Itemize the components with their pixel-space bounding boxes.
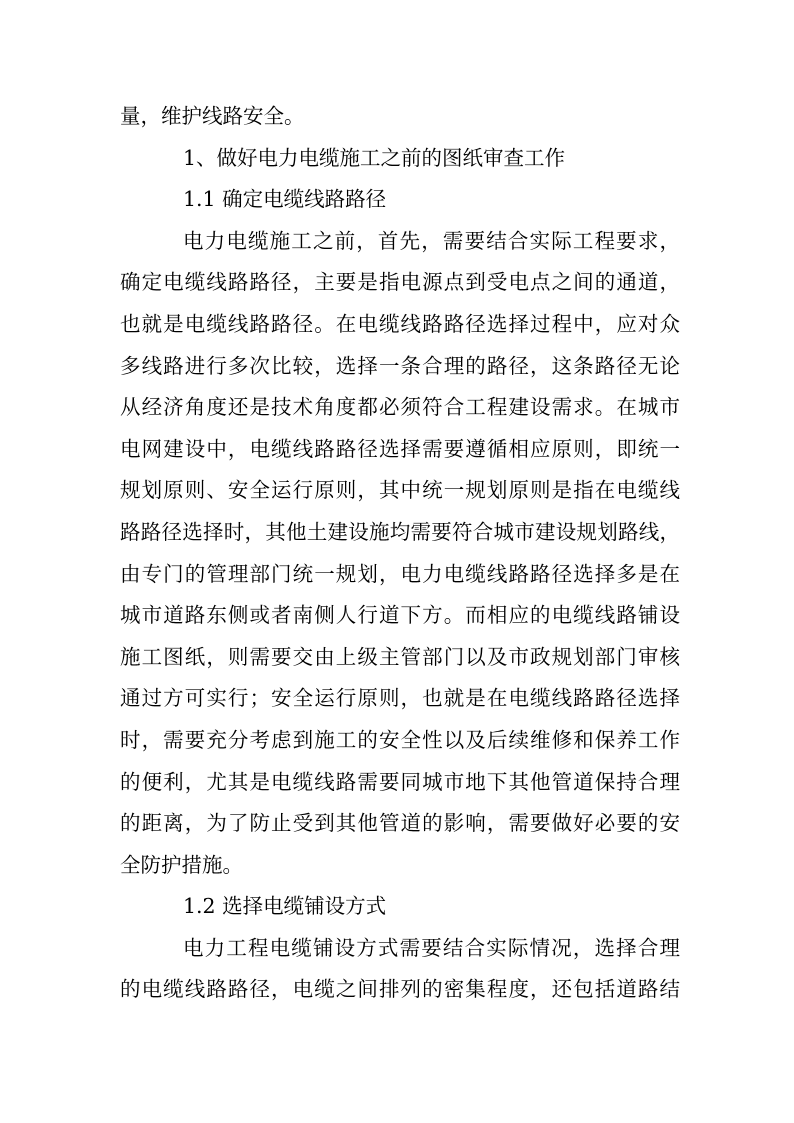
paragraph-line: 通过方可实行；安全运行原则，也就是在电缆线路路径选择 (120, 686, 680, 711)
subsection-heading: 1.2 选择电缆铺设方式 (183, 894, 387, 919)
paragraph-line: 量，维护线路安全。 (120, 104, 305, 128)
paragraph-first-line: 电力工程电缆铺设方式需要结合实际情况，选择合理 (183, 935, 680, 960)
paragraph-line: 城市道路东侧或者南侧人行道下方。而相应的电缆线路铺设 (120, 603, 680, 628)
section-heading: 1、做好电力电缆施工之前的图纸审查工作 (183, 145, 566, 170)
paragraph-line: 从经济角度还是技术角度都必须符合工程建设需求。在城市 (120, 395, 680, 420)
paragraph-line: 电网建设中，电缆线路路径选择需要遵循相应原则，即统一 (120, 436, 680, 461)
paragraph-line: 施工图纸，则需要交由上级主管部门以及市政规划部门审核 (120, 644, 680, 669)
subsection-heading: 1.1 确定电缆线路路径 (183, 187, 387, 212)
paragraph-line: 路路径选择时，其他土建设施均需要符合城市建设规划路线， (120, 519, 680, 544)
paragraph-line: 多线路进行多次比较，选择一条合理的路径，这条路径无论 (120, 353, 680, 378)
paragraph-line: 的电缆线路路径，电缆之间排列的密集程度，还包括道路结 (120, 977, 680, 1002)
paragraph-line: 的便利，尤其是电缆线路需要同城市地下其他管道保持合理 (120, 769, 680, 794)
paragraph-first-line: 电力电缆施工之前，首先，需要结合实际工程要求， (183, 228, 680, 253)
paragraph-line: 也就是电缆线路路径。在电缆线路路径选择过程中，应对众 (120, 311, 680, 336)
paragraph-line: 全防护措施。 (120, 852, 243, 877)
paragraph-line: 时，需要充分考虑到施工的安全性以及后续维修和保养工作 (120, 727, 680, 752)
document-page (120, 96, 680, 1011)
paragraph-line: 规划原则、安全运行原则，其中统一规划原则是指在电缆线 (120, 478, 680, 503)
paragraph-line: 由专门的管理部门统一规划，电力电缆线路路径选择多是在 (120, 561, 680, 586)
paragraph-line: 的距离，为了防止受到其他管道的影响，需要做好必要的安 (120, 811, 680, 836)
paragraph-line: 确定电缆线路路径，主要是指电源点到受电点之间的通道， (120, 270, 680, 295)
